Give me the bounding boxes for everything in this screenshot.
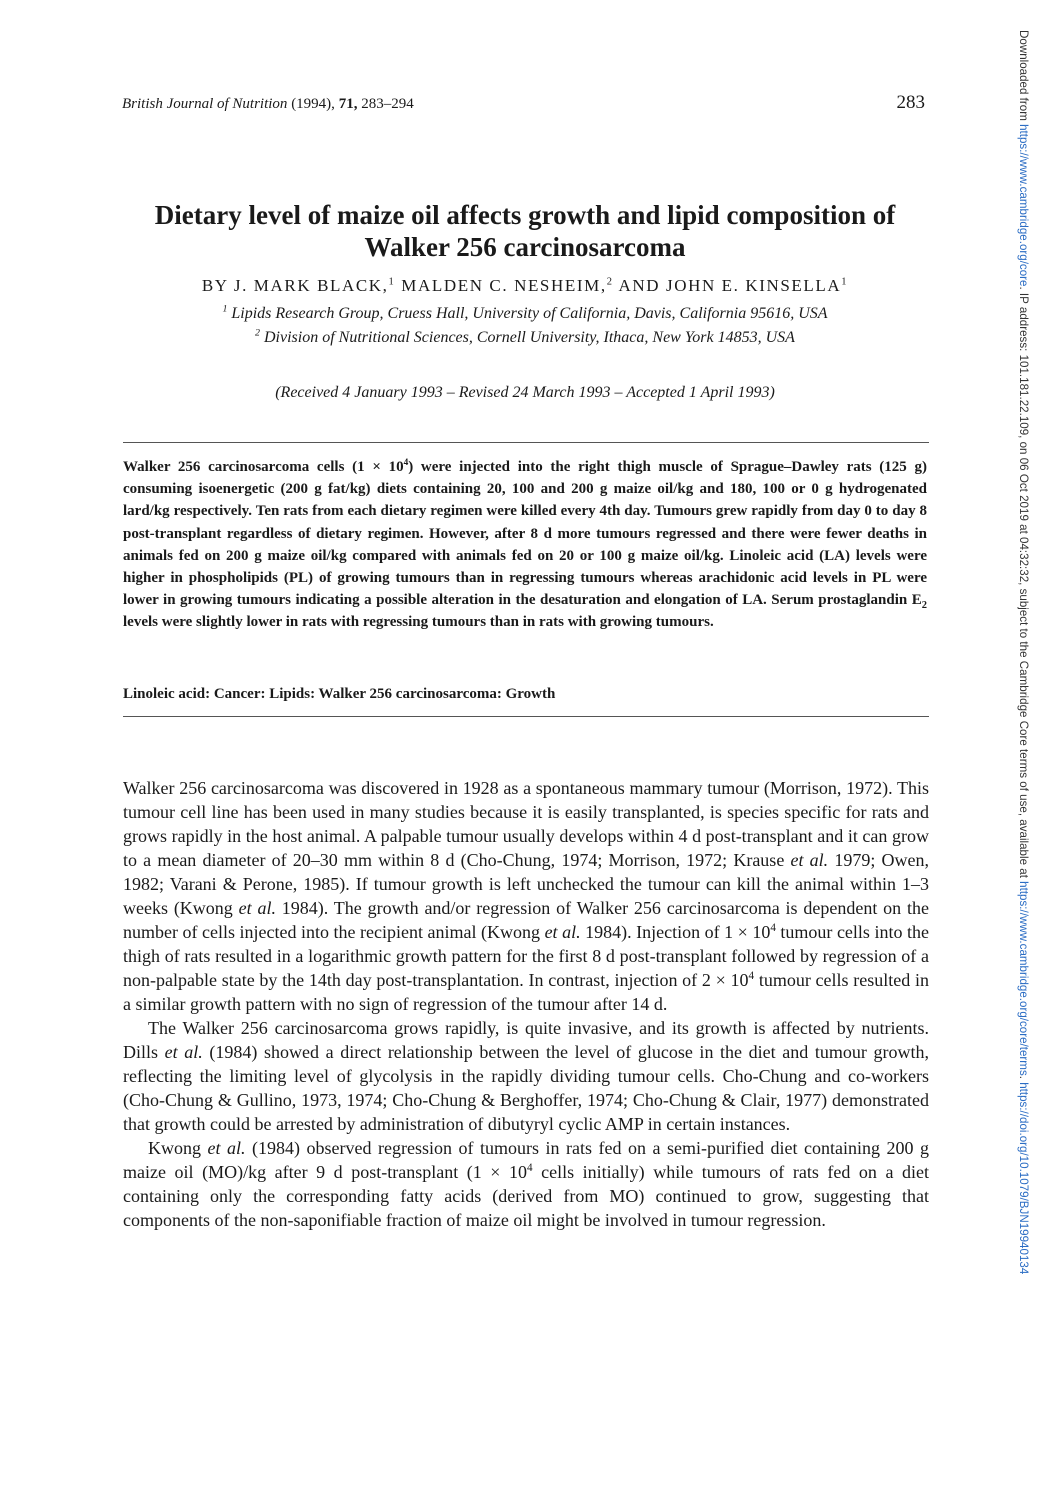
et-al-1: et al.	[790, 850, 829, 870]
p3-text-b: (1984) observed regression of tumours in rats fed on a semi-purified diet containing 200 g maize oil (MO)/kg after 9 d post-transplant (1 × 10	[123, 1138, 930, 1182]
et-al-5: et al.	[207, 1138, 246, 1158]
author-2: MALDEN C. NESHEIM,	[401, 276, 607, 295]
received-dates: (Received 4 January 1993 – Revised 24 March 1993 – Accepted 1 April 1993)	[275, 384, 775, 401]
abstract-text-1: Walker 256 carcinosarcoma cells (1 × 10	[123, 459, 404, 475]
abstract	[123, 456, 927, 634]
p2-text-a: The Walker 256 carcinosarcoma grows rapidly, is quite invasive, and its growth is affected by nutrients. Dills	[123, 1018, 929, 1062]
notice-text-2: . IP address: 101.181.22.109, on 06 Oct 2019 at 04:32:32, subject to the Cambridge Core terms of use, available at	[1017, 286, 1030, 882]
running-head	[122, 92, 932, 120]
journal-volume: 71,	[338, 96, 358, 112]
p1-exponent-1: 4	[770, 922, 776, 934]
abstract-bottom-rule	[123, 716, 929, 717]
author-list	[100, 276, 950, 296]
terms-link[interactable]: https://www.cambridge.org/core/terms	[1017, 881, 1030, 1076]
cambridge-core-link[interactable]: https://www.cambridge.org/core	[1017, 124, 1030, 287]
p2-text-b: (1984) showed a direct relationship between the level of glucose in the diet and tumour growth, reflecting the limiting level of glycolysis in the rapidly dividing tumour cells. Cho-Chung and co-workers (Cho-Chung & Gullino, 1973, 1974; Cho-Chung & Berghoffer, 1974; Cho-Chung & Clair, 1977) demonstrated that growth could be arrested by administration of dibutyryl cyclic AMP in certain instances.	[123, 1042, 930, 1134]
article-title	[100, 199, 950, 263]
p3-text-c: cells initially) while tumours of rats fed on a diet containing only the corresponding fatty acids (derived from MO) continued to grow, suggesting that components of the non-saponifiable fraction of maize oil might be involved in tumour regression.	[123, 1162, 930, 1230]
affiliation-2	[100, 329, 950, 347]
abstract-top-rule	[123, 442, 929, 443]
p1-text-f: tumour cells resulted in a similar growth pattern with no sign of regression of the tumour after 14 d.	[123, 970, 929, 1014]
abstract-text-2: ) were injected into the right thigh muscle of Sprague–Dawley rats (125 g) consuming isoenergetic (200 g fat/kg) diets containing 20, 100 and 200 g maize oil/kg and 180, 100 or 0 g hydrogenated lard/kg respectively. Ten rats from each dietary regimen were killed every 4th day. Tumours grew rapidly from day 0 to day 8 post-transplant regardless of dietary regimen. However, after 8 d more tumours regressed and there were fewer deaths in animals fed on 200 g maize oil/kg compared with animals fed on 20 or 100 g maize oil/kg. Linoleic acid (LA) levels were higher in phospholipids (PL) of growing tumours than in regressing tumours whereas arachidonic acid levels in PL were lower in growing tumours indicating a possible alteration in the desaturation and elongation of LA. Serum prostaglandin E	[123, 459, 927, 609]
author-prefix: BY	[201, 276, 229, 295]
journal-citation	[122, 96, 414, 113]
affiliation-2-text: Division of Nutritional Sciences, Cornell University, Ithaca, New York 14853, USA	[264, 329, 795, 346]
author-3: JOHN E. KINSELLA	[665, 276, 842, 295]
title-line-2: Walker 256 carcinosarcoma	[364, 232, 686, 262]
affiliation-1-text: Lipids Research Group, Cruess Hall, University of California, Davis, California 95616, USA	[231, 305, 828, 322]
p1-text-b: 1979; Owen, 1982; Varani & Perone, 1985). If tumour growth is left unchecked the tumour can kill the animal within 1–3 weeks (Kwong	[123, 850, 929, 918]
author-conjunction: AND	[618, 276, 661, 295]
et-al-2: et al.	[238, 898, 276, 918]
title-line-1: Dietary level of maize oil affects growth and lipid composition of	[154, 200, 896, 230]
page-number: 283	[896, 92, 925, 113]
keywords: Linoleic acid: Cancer: Lipids: Walker 256 carcinosarcoma: Growth	[123, 686, 556, 702]
et-al-3: et al.	[544, 922, 581, 942]
author-1: J. MARK BLACK,	[233, 276, 389, 295]
author-2-affil-mark: 2	[606, 276, 614, 288]
body-paragraph-2	[123, 1016, 929, 1136]
author-3-affil-mark: 1	[841, 276, 849, 288]
journal-pages: 283–294	[361, 96, 414, 112]
p1-text-c: 1984). The growth and/or regression of Walker 256 carcinosarcoma is dependent on the number of cells injected into the recipient animal (Kwong	[123, 898, 929, 942]
p3-exponent: 4	[527, 1162, 533, 1174]
p1-exponent-2: 4	[748, 970, 755, 982]
affiliation-1	[100, 305, 950, 323]
p1-text-a: Walker 256 carcinosarcoma was discovered in 1928 as a spontaneous mammary tumour (Morrison, 1972). This tumour cell line has been used in many studies because it is easily transplanted, is species specific for rats and grows rapidly in the host animal. A palpable tumour usually develops within 4 d post-transplant and it can grow to a mean diameter of 20–30 mm within 8 d (Cho-Chung, 1974; Morrison, 1972; Krause	[123, 778, 929, 870]
affiliation-1-mark: 1	[222, 303, 228, 315]
p1-text-e: tumour cells into the thigh of rats resulted in a logarithmic growth pattern for the first 8 d post-transplant followed by regression of a non-palpable state by the 14th day post-transplantation. In contrast, injection of 2 × 10	[123, 922, 929, 990]
body-paragraph-3	[123, 1136, 929, 1232]
abstract-exponent: 4	[403, 458, 409, 468]
p3-text-a: Kwong	[148, 1138, 208, 1158]
doi-link[interactable]: https://doi.org/10.1079/BJN19940134	[1017, 1082, 1030, 1275]
abstract-subscript: 2	[921, 600, 927, 612]
affiliation-2-mark: 2	[255, 327, 260, 339]
notice-text-1: Downloaded from	[1017, 30, 1030, 125]
body-paragraph-1	[123, 776, 929, 1016]
abstract-text-3: levels were slightly lower in rats with regressing tumours than in rats with growing tumours.	[123, 614, 714, 631]
journal-name: British Journal of Nutrition	[122, 96, 288, 112]
download-notice	[1017, 30, 1030, 1274]
author-1-affil-mark: 1	[388, 276, 396, 288]
et-al-4: et al.	[164, 1042, 203, 1062]
article-body	[123, 776, 929, 1232]
journal-year: (1994),	[291, 96, 335, 112]
p1-text-d: 1984). Injection of 1 × 10	[580, 922, 771, 942]
notice-text-3: .	[1017, 1075, 1030, 1083]
